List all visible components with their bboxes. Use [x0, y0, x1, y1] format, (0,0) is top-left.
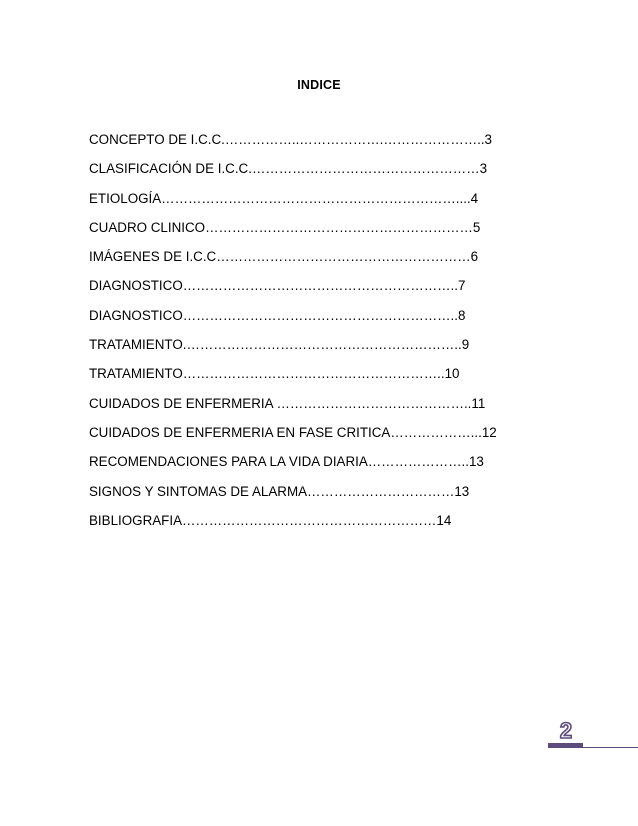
toc-entry-imagenes: IMÁGENES DE I.C.C…………………………………………………6 [89, 249, 479, 265]
toc-entry-tratamiento-1: TRATAMIENTO.……………………………………………………..9 [89, 337, 470, 353]
footer-rule [548, 747, 638, 748]
toc-entry-cuadro-clinico: CUADRO CLINICO……………………………………………………5 [89, 219, 481, 235]
toc-entry-cuidados: CUIDADOS DE ENFERMERIA ……………………………………..11 [89, 395, 486, 411]
toc-entry-bibliografia: BIBLIOGRAFIA…………………………………………………14 [89, 512, 452, 528]
toc-entry-concepto: CONCEPTO DE I.C.C.……………..……………….…………………..3 [89, 132, 492, 147]
toc-entry-diagnostico-2: DIAGNOSTICO……………………………………………………..8 [89, 307, 466, 323]
toc-entry-recomendaciones: RECOMENDACIONES PARA LA VIDA DIARIA…………………..13 [89, 454, 484, 470]
toc-entry-signos-sintomas: SIGNOS Y SINTOMAS DE ALARMA……………………………13 [89, 483, 470, 499]
toc-entry-tratamiento-2: TRATAMIENTO…………………………………………………..10 [89, 366, 460, 382]
table-of-contents [89, 131, 559, 541]
page-title: INDICE [297, 78, 341, 92]
page-number: 2 [559, 718, 573, 743]
toc-entry-diagnostico-1: DIAGNOSTICO……………………………………………………..7 [89, 278, 466, 294]
toc-entry-clasificacion: CLASIFICACIÓN DE I.C.C.……………………………………………3 [89, 161, 488, 177]
toc-entry-cuidados-fase-critica: CUIDADOS DE ENFERMERIA EN FASE CRITICA………………...12 [89, 424, 497, 440]
toc-entry-etiologia: ETIOLOGÍA…………………………………………………………....4 [89, 190, 479, 206]
footer-accent-tab [548, 743, 583, 748]
